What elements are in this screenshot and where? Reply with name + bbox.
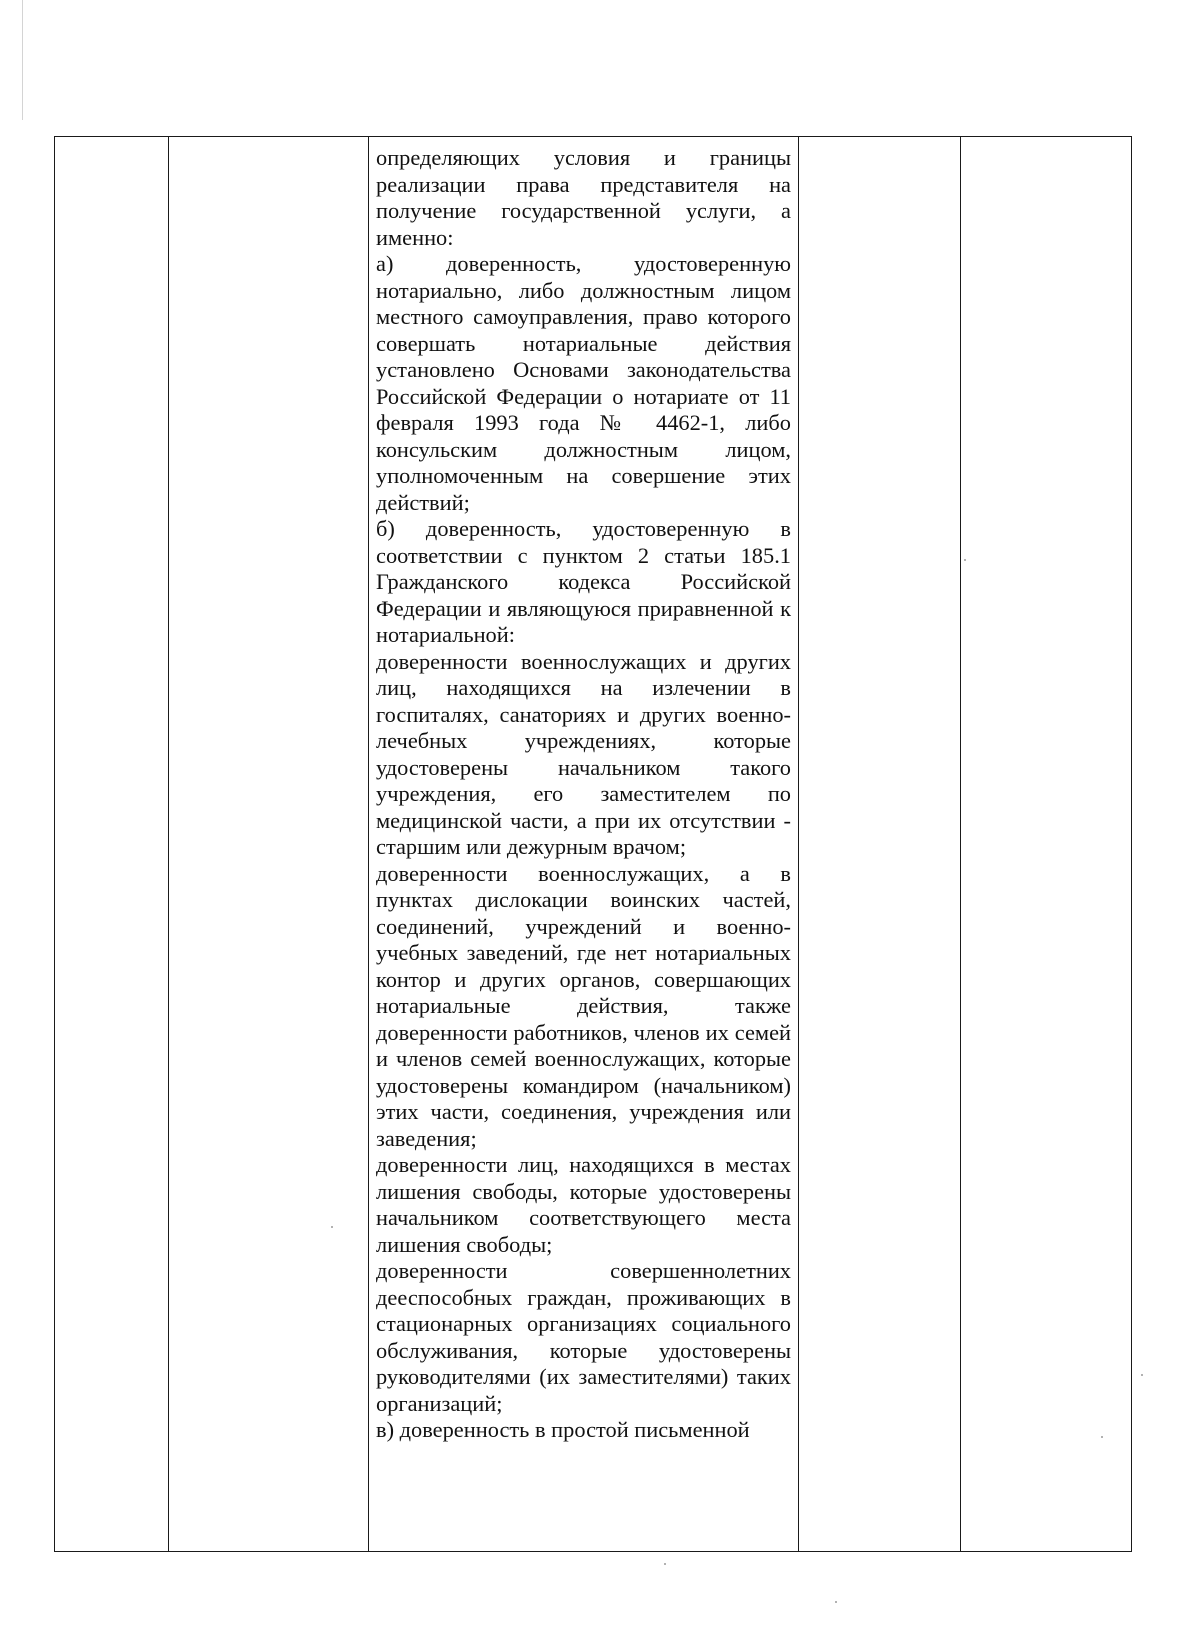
table-cell-5-text — [961, 137, 1131, 145]
paragraph-social-care: доверенности совершеннолетних дееспособных граждан, проживающих в стационарных организациях социального обслуживания, которые удостоверены руководителями (их заместителями) таких организаций; — [376, 1258, 791, 1416]
scan-speck — [331, 1226, 333, 1228]
table-cell-4-text — [799, 137, 960, 145]
table-cell-5 — [961, 137, 1132, 1552]
table-row — [55, 137, 1132, 1552]
scan-edge-line — [22, 0, 23, 120]
paragraph-military-hospital: доверенности военнослужащих и других лиц, находящихся на излечении в госпиталях, санаториях и других военно-лечебных учреждениях, которые удостоверены начальником такого учреждения, его заместителем по медицинской части, а при их отсутствии - старшим или дежурным врачом; — [376, 648, 791, 859]
scan-speck — [664, 1563, 666, 1565]
scan-speck — [964, 559, 966, 561]
scan-speck — [1141, 1374, 1143, 1376]
paragraph-a: а) доверенность, удостоверенную нотариально, либо должностным лицом местного самоуправления, право которого совершать нотариальные действия установлено Основами законодательства Российской Федерации о нотариате от 11 февраля 1993 года № 4462-1, либо консульским должностным лицом, уполномоченным на совершение этих действий; — [376, 251, 791, 515]
table-cell-1 — [55, 137, 169, 1552]
scan-speck — [1101, 1436, 1103, 1438]
paragraph-military-units: доверенности военнослужащих, а в пунктах дислокации воинских частей, соединений, учреждений и военно-учебных заведений, где нет нотариальных контор и других органов, совершающих нотариальные действия, также доверенности работников, членов их семей и членов семей военнослужащих, которые удостоверены командиром (начальником) этих части, соединения, учреждения или заведения; — [376, 860, 791, 1151]
table-cell-3 — [369, 137, 799, 1552]
document-table — [54, 136, 1132, 1552]
table-cell-4 — [799, 137, 961, 1552]
scan-speck — [835, 1601, 837, 1603]
paragraph-intro: определяющих условия и границы реализации права представителя на получение государственной услуги, а именно: — [376, 145, 791, 250]
table-cell-2-text — [169, 137, 368, 145]
table-cell-1-text — [55, 137, 168, 145]
paragraph-b: б) доверенность, удостоверенную в соответствии с пунктом 2 статьи 185.1 Гражданского кодекса Российской Федерации и являющуюся приравненной к нотариальной: — [376, 516, 791, 647]
table-cell-2 — [169, 137, 369, 1552]
paragraph-v: в) доверенность в простой письменной — [376, 1417, 750, 1442]
requirements-text — [369, 137, 798, 1444]
paragraph-detention: доверенности лиц, находящихся в местах лишения свободы, которые удостоверены начальником соответствующего места лишения свободы; — [376, 1152, 791, 1257]
